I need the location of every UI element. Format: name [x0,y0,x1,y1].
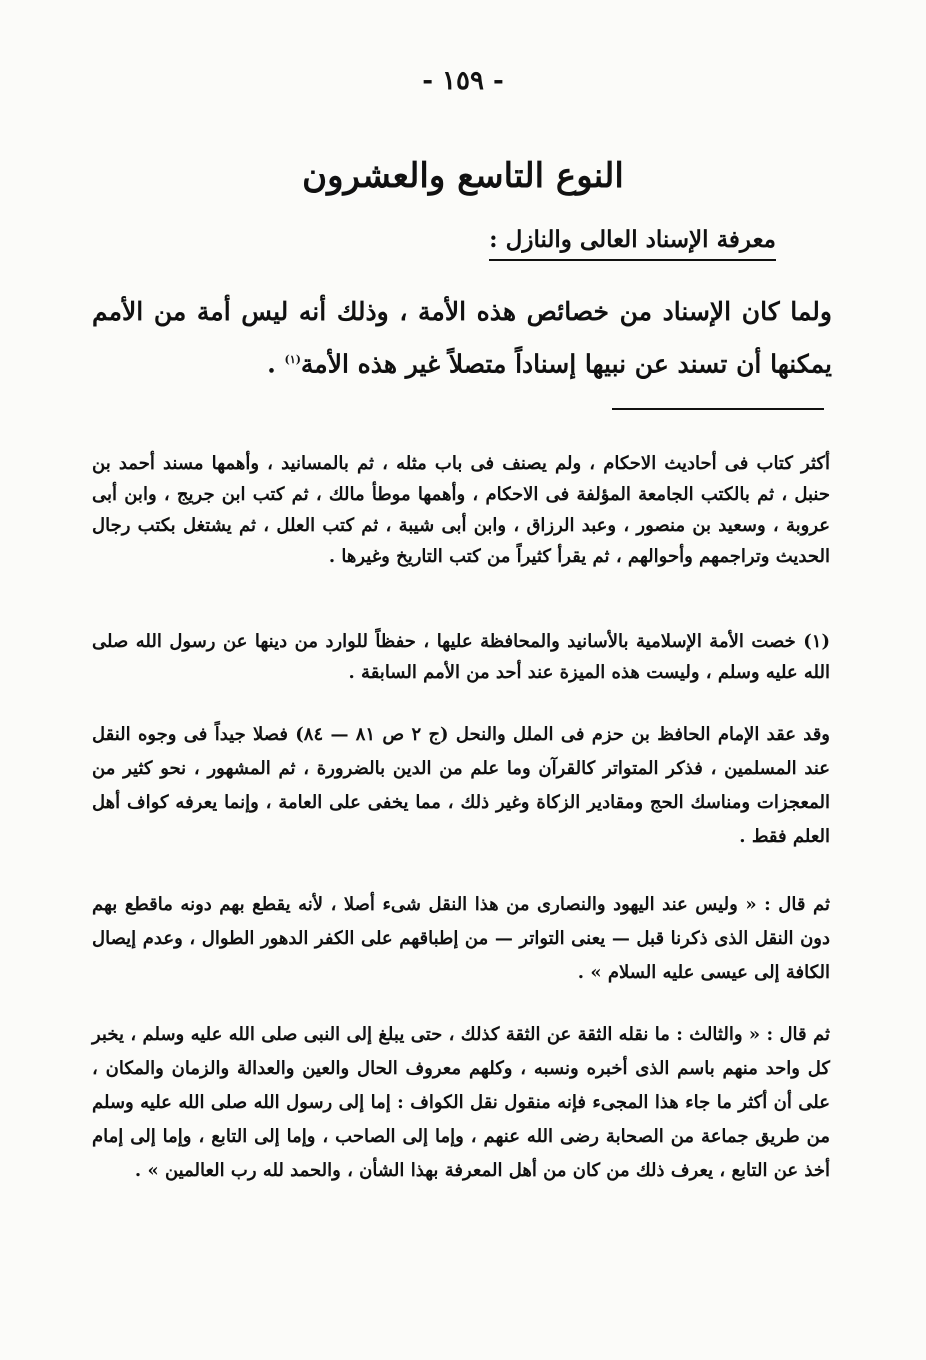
note-paragraph-3: ثم قال : « وليس عند اليهود والنصارى من هذا النقل شىء أصلا ، لأنه يقطع بهم دونه ماقطع بهم دون النقل الذى ذكرنا قبل — يعنى التواتر — من إطباقهم على الكفر الدهور الطوال ، وعدم إيصال الكافة إلى عيسى عليه السلام » . [92,894,830,983]
section-heading: معرفة الإسناد العالى والنازل : [489,226,776,261]
intro-paragraph [92,288,832,388]
note-paragraph-4: ثم قال : « والثالث : ما نقله الثقة عن الثقة كذلك ، حتى يبلغ إلى النبى صلى الله عليه وسلم ، يخبر كل واحد منهم باسم الذى أخبره ونسبه ، وكلهم معروف الحال والعين والعدالة والزمان والمكان ، على أن أكثر ما جاء هذا المجىء فإنه منقول نقل الكواف : إما إلى رسول الله صلى الله عليه وسلم من طريق جماعة من الصحابة رضى الله عنهم ، وإما إلى الصاحب ، وإما إلى التابع ، وإما إلى إمام أخذ عن التابع ، يعرف ذلك من كان من أهل المعرفة بهذا الشأن ، والحمد لله رب العالمين » . [92,1024,830,1181]
intro-text: ولما كان الإسناد من خصائص هذه الأمة ، وذلك أنه ليس أمة من الأمم يمكنها أن تسند عن نبيها إسناداً متصلاً غير هذه الأمة [92,297,832,379]
footnote-reference: (١) [284,353,301,366]
intro-end: . [267,349,285,379]
note-paragraph-1: أكثر كتاب فى أحاديث الاحكام ، ولم يصنف فى باب مثله ، ثم بالمسانيد ، وأهمها مسند أحمد بن حنبل ، ثم بالكتب الجامعة المؤلفة فى الاحكام ، وأهمها موطأ مالك ، ثم كتب ابن جريج ، وابن أبى عروبة ، وسعيد بن منصور ، وعبد الرزاق ، وابن أبى شيبة ، ثم كتب العلل ، ثم يشتغل بكتب رجال الحديث وتراجمهم وأحوالهم ، ثم يقرأ كثيراً من كتب التاريخ وغيرها . [92,453,830,567]
footnote-1: (١) خصت الأمة الإسلامية بالأسانيد والمحافظة عليها ، حفظاً للوارد من دينها عن رسول الله صلى الله عليه وسلم ، وليست هذه الميزة عند أحد من الأمم السابقة . [92,631,830,683]
chapter-title: النوع التاسع والعشرون [302,156,624,196]
page-number: - ١٥٩ - [422,66,504,96]
footnote-separator [612,408,824,410]
note-paragraph-2: وقد عقد الإمام الحافظ بن حزم فى الملل والنحل (ج ٢ ص ٨١ — ٨٤) فصلا جيداً فى وجوه النقل عند المسلمين ، فذكر المتواتر كالقرآن وما علم من الدين بالضرورة ، ثم المشهور ، نحو كثير من المعجزات ومناسك الحج ومقادير الزكاة وغير ذلك ، مما يخفى على العامة ، وإنما يعرفه كواف أهل العلم فقط . [92,724,831,847]
